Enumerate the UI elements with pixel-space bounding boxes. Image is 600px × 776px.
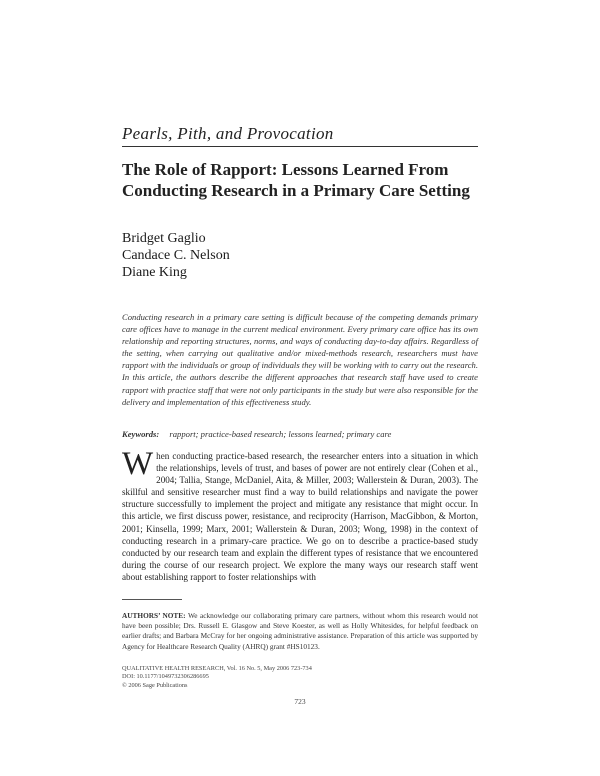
author-list (122, 230, 230, 281)
footnote-divider (122, 599, 182, 600)
series-title: Pearls, Pith, and Provocation (122, 124, 334, 143)
series-divider (122, 146, 478, 147)
article-title-line: Conducting Research in a Primary Care Setting (122, 181, 470, 200)
authors-note-label: AUTHORS’ NOTE: (122, 611, 186, 620)
journal-line: © 2006 Sage Publications (122, 681, 188, 689)
article-title (122, 159, 482, 201)
abstract: Conducting research in a primary care setting is difficult because of the competing demands primary care offices have to manage in the current medical environment. Every primary care office has its own relationship and reporting structures, norms, and ways of conducting day-to-day affairs. Regardless of the setting, when carrying out qualitative and/or mixed-methods research, researchers must have rapport with the individuals or group of individuals they will be working with to carry out the research. In this article, the authors describe the different approaches that research staff have used to create rapport with practice staff that were not only participants in the study but were also responsible for the delivery and implementation of this effectiveness study. (122, 312, 478, 407)
body-text: hen conducting practice-based research, the researcher enters into a situation in which the relationships, levels of trust, and bases of power are not entirely clear (Cohen et al., 2004; Tallia, Stange, McDaniel, Aita, & Miller, 2003; Wallerstein & Duran, 2003). The skillful and sensitive researcher must find a way to build relationships and navigate the power structure successfully to implement the project and mitigate any resistance that might occur. In this article, we first discuss power, resistance, and reciprocity (Harrison, MacGibbon, & Morton, 2001; Kinsella, 1999; Marx, 2001; Wallerstein & Duran, 2003; Wong, 1998) in the context of conducting research in a primary-care practice. We go on to describe a practice-based study conducted by our research team and explain the different types of resistance that we encountered during the course of our research project. We explore the many ways our research staff went about establishing rapport to foster relationships with (122, 451, 478, 582)
author-name: Candace C. Nelson (122, 248, 230, 263)
journal-citation (122, 665, 422, 690)
article-title-line: The Role of Rapport: Lessons Learned From (122, 160, 449, 179)
author-name: Diane King (122, 265, 187, 280)
authors-note-text: We acknowledge our collaborating primary care partners, without whom this research would not have been possible; Drs. Russell E. Glasgow and Steve Koester, as well as Holly Whitesides, for helpful feedback on earlier drafts; and Barbara McCray for her ongoing administrative assistance. Preparation of this article was supported by Agency for Healthcare Research Quality (AHRQ) grant #HS10123. (122, 611, 478, 651)
keywords-label: Keywords: (122, 429, 160, 439)
body-paragraph (122, 446, 478, 583)
page-number: 723 (294, 697, 306, 706)
drop-cap: W (122, 446, 154, 482)
journal-line: DOI: 10.1177/1049732306286695 (122, 673, 209, 681)
journal-line: QUALITATIVE HEALTH RESEARCH, Vol. 16 No. 5, May 2006 723-734 (122, 665, 312, 672)
keywords (122, 429, 482, 439)
keywords-text: rapport; practice-based research; lessons learned; primary care (169, 429, 392, 439)
authors-note (122, 611, 478, 652)
author-name: Bridget Gaglio (122, 231, 206, 246)
